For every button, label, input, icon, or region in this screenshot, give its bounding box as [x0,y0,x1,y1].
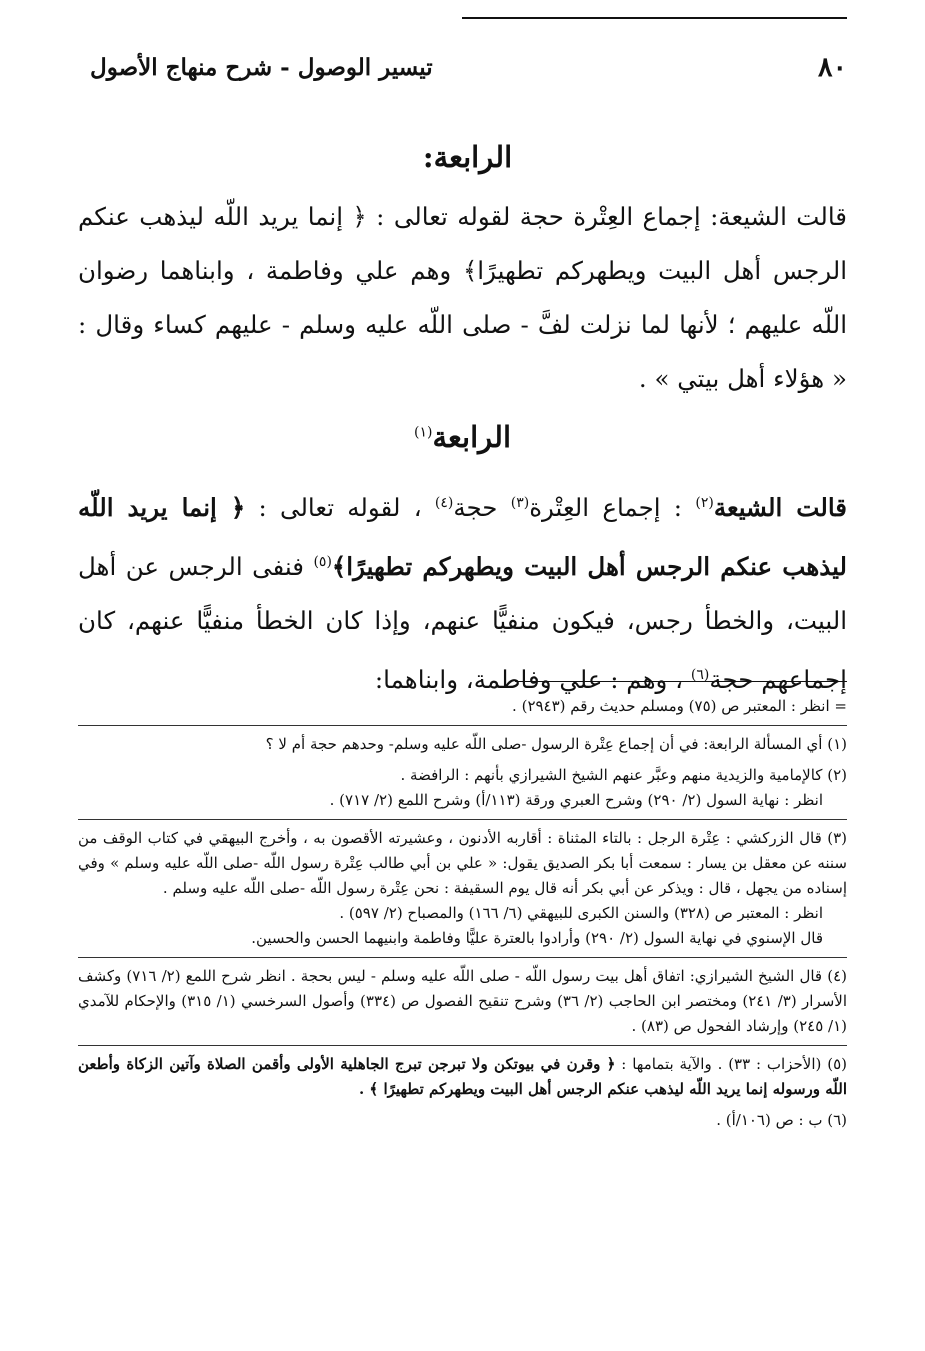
footnote-ref-3[interactable]: (٣) [510,495,530,511]
sharh-text-body: فنفى الرجس عن أهل البيت، والخطأ رجس، فيكون منفيًّا عنهم، وإذا كان الخطأ منفيًّا عنهم، كان إجماعهم حجة [78,552,847,695]
sharh-text-end: ، وهم : علي وفاطمة، وابناهما: [374,665,691,695]
sharh-heading [0,420,925,454]
matn-heading: الرابعة: [422,140,513,174]
sharh-heading-text: الرابعة [432,420,512,454]
footnote-continuation-text: = انظر : المعتبر ص (٧٥) ومسلم حديث رقم (٢٩٤٣) . [512,697,847,715]
sharh-quran-verse: ﴿ إنما يريد اللّه ليذهب عنكم الرجس أهل البيت ويطهركم تطهيرًا﴾ [78,493,847,582]
footnote-2-text: (٢) كالإمامية والزيدية منهم وعبَّر عنهم الشيخ الشيرازي بأنهم : الرافضة . [400,766,847,784]
footnote-1 [78,732,847,757]
footnote-6-text: (٦) ب : ص (١٠٦/أ) . [716,1111,847,1129]
footnote-ref-1[interactable]: (١) [413,424,433,441]
header-rule [462,17,847,19]
sharh-text-qawl: ، لقوله تعالى : [245,493,435,523]
matn-line-4: عليهم كساء وقال : « هؤلاء أهل بيتي » . [78,310,847,393]
footnote-rule [78,957,847,958]
sharh-text-hujja: حجة [453,493,511,523]
sharh-text-ijma: : إجماع العِتْرة [529,493,696,523]
footnote-2 [78,763,847,813]
footnote-6 [78,1108,847,1133]
footnote-5 [78,1052,847,1102]
footnote-rule [78,819,847,820]
matn-line-3: وابناهما رضوان اللّه عليهم ؛ لأنها لما نزلت لفَّ - صلى اللّه عليه وسلم - [78,256,847,339]
matn-paragraph [78,190,847,406]
footnote-5-verse: ﴿ وقرن في بيوتكن ولا تبرجن تبرج الجاهلية الأولى وأقمن الصلاة وآتين الزكاة وأطعن اللّه ورسوله إنما يريد اللّه ليذهب عنكم الرجس أهل البيت ويطهركم تطهيرًا ﴾ . [78,1055,847,1098]
footnote-3-sources: انظر : المعتبر ص (٣٢٨) والسنن الكبرى للبيهقي (٦/ ١٦٦) والمصباح (٢/ ٥٩٧) . [339,904,823,922]
book-title: تيسير الوصول - شرح منهاج الأصول [90,54,433,81]
footnote-4-text: (٤) قال الشيخ الشيرازي: اتفاق أهل بيت رسول اللّه - صلى اللّه عليه وسلم - ليس بحجة . انظر شرح اللمع (٢/ ٧١٦) وكشف الأسرار (٣/ ٢٤١) ومختصر ابن الحاجب (٢/ ٣٦) وشرح تنقيح الفصول ص (٣٣٤) وأصول السرخسي (١/ ٣١٥) والإحكام للآمدي (١/ ٢٤٥) وإرشاد الفحول ص (٨٣) . [78,967,848,1035]
page-number: ٨٠ [817,52,847,83]
footnote-3 [78,826,847,951]
footnote-ref-4[interactable]: (٤) [434,495,454,511]
page-header [90,52,847,92]
footnote-separator [515,681,847,682]
footnote-1-text: (١) أي المسألة الرابعة: في أن إجماع عِتْرة الرسول -صلى اللّه عليه وسلم- وحدهم حجة أم لا ؟ [265,735,847,753]
footnote-3-text: (٣) قال الزركشي : عِتْرة الرجل : بالتاء المثناة : أقاربه الأدنون ، وعشيرته الأقصون به ، وأخرج البيهقي في كتاب الوقف من سننه عن معقل بن يسار : سمعت أبا بكر الصديق يقول: « علي بن أبي طالب عِتْرة رسول اللّه -صلى اللّه عليه وسلم » وفي إسناده من يجهل ، قال : ويذكر عن أبي بكر أنه قال يوم السقيفة : نحن عِتْرة رسول اللّه -صلى اللّه عليه وسلم . [78,829,847,897]
footnote-2-sources: انظر : نهاية السول (٢/ ٢٩٠) وشرح العبري ورقة (١١٣/أ) وشرح اللمع (٢/ ٧١٧) . [329,791,823,809]
footnote-ref-6[interactable]: (٦) [690,667,710,684]
sharh-paragraph [78,476,847,707]
sharh-text-shia: قالت الشيعة [713,493,848,523]
footnote-3-note: قال الإسنوي في نهاية السول (٢/ ٢٩٠) وأرادوا بالعترة عليًّا وفاطمة وابنيهما الحسن والحسين. [251,929,823,947]
footnote-rule [78,725,847,726]
footnote-ref-5[interactable]: (٥) [313,554,332,571]
footnote-4 [78,964,847,1039]
footnote-continuation [78,694,847,719]
footnotes [78,694,847,1139]
matn-line-1: قالت الشيعة: إجماع العِتْرة حجة لقوله تعالى : ﴿ إنما يريد اللّه [213,202,847,231]
footnote-5-intro: (٥) (الأحزاب : ٣٣) . والآية بتمامها : [615,1055,847,1073]
footnote-rule [78,1045,847,1046]
footnote-5-text [78,1052,847,1102]
matn-line-2: ليذهب عنكم الرجس أهل البيت ويطهركم تطهيرًا﴾ وهم علي وفاطمة ، [78,202,848,285]
footnote-ref-2[interactable]: (٢) [695,495,714,511]
